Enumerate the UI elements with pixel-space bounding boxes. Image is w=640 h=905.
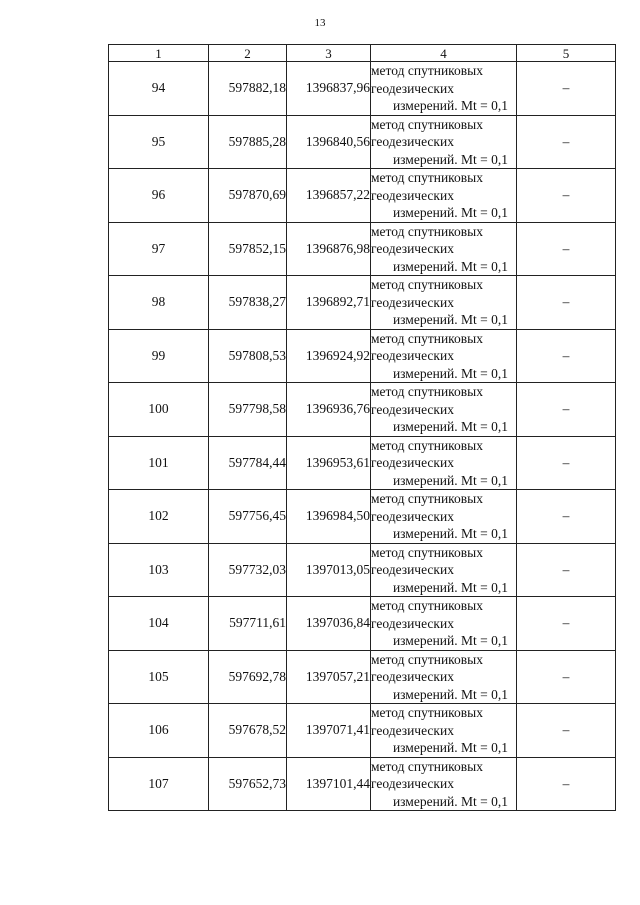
note-cell: – <box>517 543 616 597</box>
method-line: геодезических <box>371 508 454 524</box>
point-number-cell: 98 <box>109 276 209 330</box>
point-number-cell: 103 <box>109 543 209 597</box>
method-line: метод спутниковых <box>371 758 483 774</box>
x-coordinate-cell: 597692,78 <box>209 650 287 704</box>
note-cell: – <box>517 757 616 811</box>
table-row <box>109 222 616 276</box>
header-col-3: 3 <box>287 45 371 62</box>
x-coordinate-cell: 597798,58 <box>209 383 287 437</box>
y-coordinate-cell: 1396892,71 <box>287 276 371 330</box>
method-line: измерений. Mt = 0,1 <box>392 419 508 434</box>
method-line: метод спутниковых <box>371 544 483 560</box>
method-cell <box>371 169 517 223</box>
method-line: геодезических <box>371 669 454 684</box>
point-number-cell: 99 <box>109 329 209 383</box>
header-row <box>109 45 616 62</box>
table-row <box>109 543 616 597</box>
table-row <box>109 383 616 437</box>
method-line: геодезических <box>371 348 454 363</box>
method-cell <box>371 276 517 330</box>
method-line: измерений. Mt = 0,1 <box>392 205 508 220</box>
method-line: метод спутниковых <box>371 116 483 132</box>
method-line: геодезических <box>371 80 454 96</box>
method-line: измерений. Mt = 0,1 <box>392 98 508 113</box>
note-cell: – <box>517 436 616 490</box>
point-number-cell: 97 <box>109 222 209 276</box>
note-cell: – <box>517 490 616 544</box>
y-coordinate-cell: 1396857,22 <box>287 169 371 223</box>
y-coordinate-cell: 1396840,56 <box>287 115 371 169</box>
method-cell <box>371 115 517 169</box>
method-line: измерений. Mt = 0,1 <box>392 151 508 167</box>
x-coordinate-cell: 597882,18 <box>209 62 287 116</box>
table-row <box>109 436 616 490</box>
method-line: метод спутниковых <box>371 63 483 78</box>
method-line: геодезических <box>371 722 454 738</box>
x-coordinate-cell: 597852,15 <box>209 222 287 276</box>
x-coordinate-cell: 597870,69 <box>209 169 287 223</box>
method-cell <box>371 650 517 704</box>
note-cell: – <box>517 704 616 758</box>
y-coordinate-cell: 1397013,05 <box>287 543 371 597</box>
method-line: геодезических <box>371 187 454 203</box>
y-coordinate-cell: 1397057,21 <box>287 650 371 704</box>
method-line: геодезических <box>371 401 454 417</box>
method-line: измерений. Mt = 0,1 <box>392 365 508 381</box>
table-row <box>109 650 616 704</box>
header-col-4: 4 <box>371 45 517 62</box>
method-line: измерений. Mt = 0,1 <box>392 312 508 327</box>
point-number-cell: 105 <box>109 650 209 704</box>
method-line: метод спутниковых <box>371 170 483 185</box>
method-line: метод спутниковых <box>371 223 483 239</box>
method-cell <box>371 597 517 651</box>
note-cell: – <box>517 276 616 330</box>
y-coordinate-cell: 1396984,50 <box>287 490 371 544</box>
x-coordinate-cell: 597732,03 <box>209 543 287 597</box>
y-coordinate-cell: 1397071,41 <box>287 704 371 758</box>
method-cell <box>371 222 517 276</box>
method-line: геодезических <box>371 615 454 631</box>
note-cell: – <box>517 62 616 116</box>
method-line: измерений. Mt = 0,1 <box>392 258 508 274</box>
table-row <box>109 169 616 223</box>
y-coordinate-cell: 1397036,84 <box>287 597 371 651</box>
table-row <box>109 597 616 651</box>
method-line: измерений. Mt = 0,1 <box>392 579 508 595</box>
y-coordinate-cell: 1397101,44 <box>287 757 371 811</box>
note-cell: – <box>517 597 616 651</box>
x-coordinate-cell: 597756,45 <box>209 490 287 544</box>
coordinates-table <box>108 44 616 811</box>
method-line: измерений. Mt = 0,1 <box>392 793 508 809</box>
table-body <box>109 62 616 811</box>
method-line: метод спутниковых <box>371 491 483 506</box>
method-cell <box>371 757 517 811</box>
method-line: измерений. Mt = 0,1 <box>392 633 508 648</box>
method-line: геодезических <box>371 455 454 470</box>
x-coordinate-cell: 597678,52 <box>209 704 287 758</box>
table-header <box>109 45 616 62</box>
method-line: метод спутниковых <box>371 705 483 720</box>
method-line: метод спутниковых <box>371 651 483 667</box>
y-coordinate-cell: 1396837,96 <box>287 62 371 116</box>
x-coordinate-cell: 597838,27 <box>209 276 287 330</box>
point-number-cell: 106 <box>109 704 209 758</box>
note-cell: – <box>517 383 616 437</box>
x-coordinate-cell: 597784,44 <box>209 436 287 490</box>
method-line: геодезических <box>371 134 454 149</box>
note-cell: – <box>517 222 616 276</box>
table-row <box>109 115 616 169</box>
method-line: измерений. Mt = 0,1 <box>392 472 508 488</box>
method-line: геодезических <box>371 562 454 577</box>
header-col-1: 1 <box>109 45 209 62</box>
method-cell <box>371 329 517 383</box>
table-row <box>109 704 616 758</box>
point-number-cell: 95 <box>109 115 209 169</box>
point-number-cell: 100 <box>109 383 209 437</box>
method-line: геодезических <box>371 241 454 256</box>
method-cell <box>371 704 517 758</box>
page-number: 13 <box>314 17 326 29</box>
point-number-cell: 104 <box>109 597 209 651</box>
header-col-2: 2 <box>209 45 287 62</box>
method-line: метод спутниковых <box>371 330 483 346</box>
point-number-cell: 96 <box>109 169 209 223</box>
y-coordinate-cell: 1396953,61 <box>287 436 371 490</box>
method-line: метод спутниковых <box>371 437 483 453</box>
point-number-cell: 102 <box>109 490 209 544</box>
x-coordinate-cell: 597885,28 <box>209 115 287 169</box>
method-line: метод спутниковых <box>371 384 483 399</box>
x-coordinate-cell: 597652,73 <box>209 757 287 811</box>
table-row <box>109 62 616 116</box>
method-line: метод спутниковых <box>371 277 483 292</box>
x-coordinate-cell: 597808,53 <box>209 329 287 383</box>
y-coordinate-cell: 1396876,98 <box>287 222 371 276</box>
note-cell: – <box>517 169 616 223</box>
y-coordinate-cell: 1396924,92 <box>287 329 371 383</box>
method-line: геодезических <box>371 294 454 310</box>
note-cell: – <box>517 650 616 704</box>
method-cell <box>371 62 517 116</box>
x-coordinate-cell: 597711,61 <box>209 597 287 651</box>
method-line: геодезических <box>371 776 454 791</box>
method-cell <box>371 490 517 544</box>
point-number-cell: 101 <box>109 436 209 490</box>
header-col-5: 5 <box>517 45 616 62</box>
method-line: измерений. Mt = 0,1 <box>392 526 508 541</box>
table-row <box>109 490 616 544</box>
method-cell <box>371 436 517 490</box>
table-row <box>109 329 616 383</box>
method-line: метод спутниковых <box>371 598 483 613</box>
table-row <box>109 276 616 330</box>
point-number-cell: 107 <box>109 757 209 811</box>
method-line: измерений. Mt = 0,1 <box>392 740 508 755</box>
method-line: измерений. Mt = 0,1 <box>392 686 508 702</box>
method-cell <box>371 543 517 597</box>
note-cell: – <box>517 329 616 383</box>
table-row <box>109 757 616 811</box>
point-number-cell: 94 <box>109 62 209 116</box>
y-coordinate-cell: 1396936,76 <box>287 383 371 437</box>
note-cell: – <box>517 115 616 169</box>
method-cell <box>371 383 517 437</box>
